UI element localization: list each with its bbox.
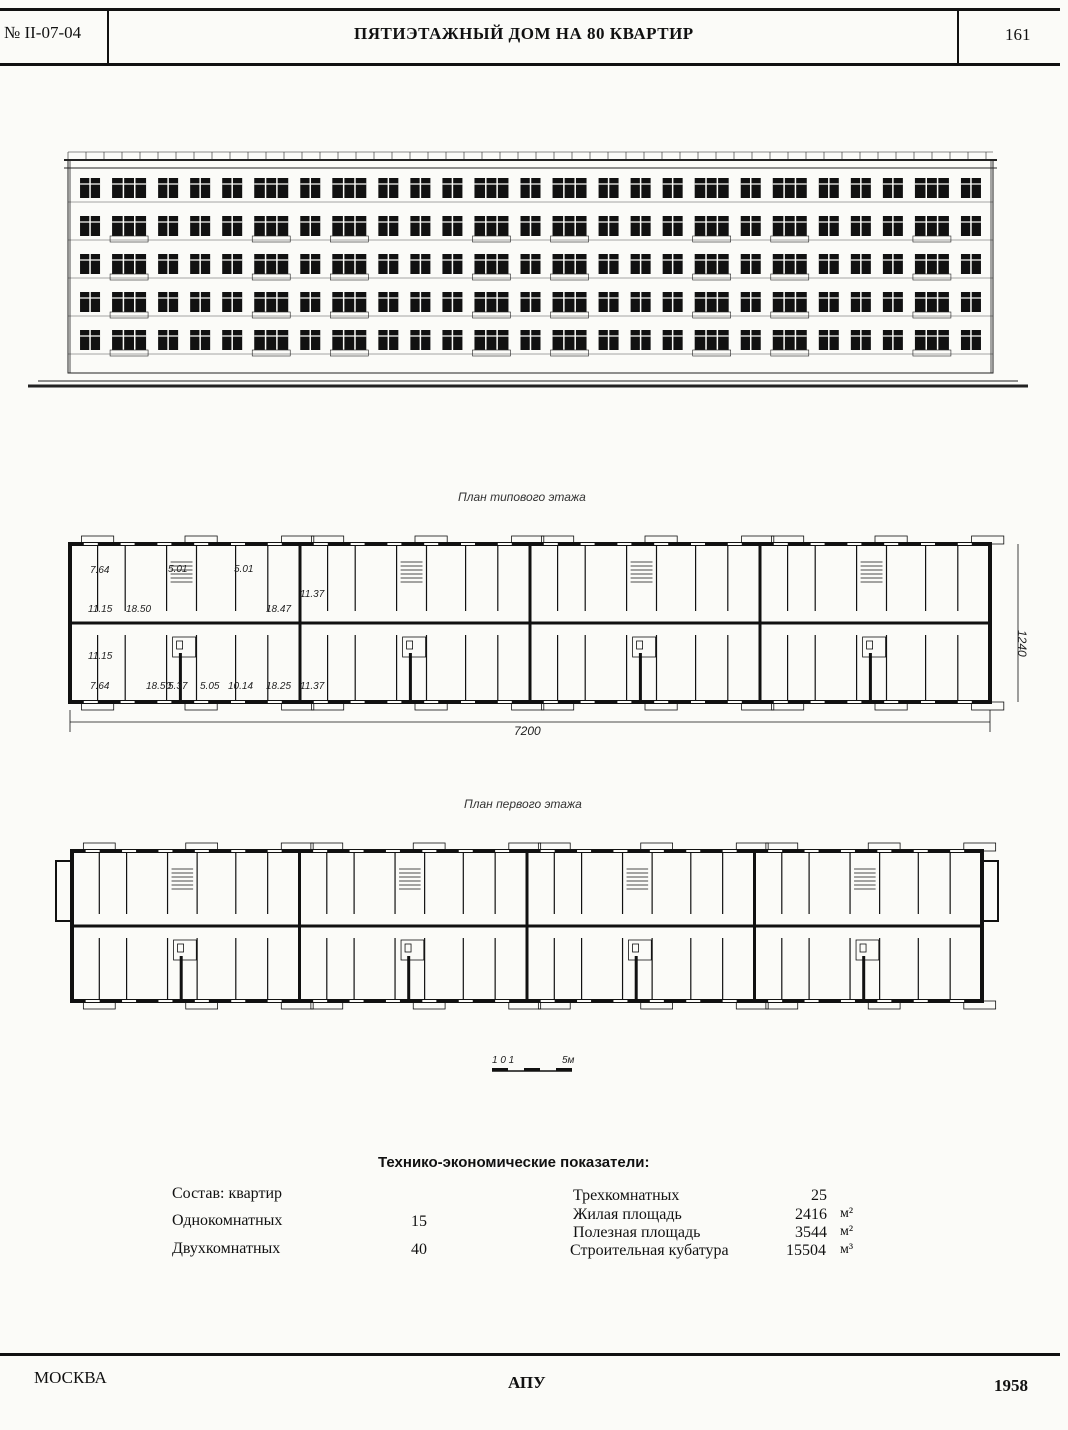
scale-label-right: 5м [562,1055,575,1066]
page-title: ПЯТИЭТАЖНЫЙ ДОМ НА 80 КВАРТИР [354,24,694,43]
area-label: 11.37 [300,589,325,600]
area-label: 7.64 [90,565,110,576]
one-room-value: 15 [411,1213,427,1230]
footer-publisher: АПУ [508,1373,546,1392]
area-label: 11.15 [88,651,113,662]
living-area-unit: м² [840,1206,854,1221]
two-room-value: 40 [411,1241,427,1258]
useful-area-value: 3544 [795,1224,827,1241]
header-divider-right [957,10,959,64]
two-room-label: Двухкомнатных [172,1240,281,1257]
footer-rule [0,1353,1060,1356]
scale-bar [488,1052,588,1078]
area-label: 18.25 [266,681,292,692]
volume-unit: м³ [840,1242,854,1257]
indicators-heading: Технико-экономические показатели: [378,1154,650,1171]
volume-label: Строительная кубатура [570,1242,729,1259]
volume-value: 15504 [786,1242,826,1259]
area-label: 18.47 [266,604,292,615]
area-label: 5.01 [234,564,254,575]
three-room-label: Трехкомнатных [573,1187,680,1204]
header-top-rule [0,8,1060,11]
dim-overall-width: 1240 [1015,630,1029,657]
area-label: 5.01 [168,564,188,575]
typical-floor-plan [56,520,1036,745]
first-floor-plan [46,835,1021,1010]
useful-area-unit: м² [840,1224,854,1239]
footer-city: МОСКВА [34,1368,107,1387]
three-room-value: 25 [811,1187,827,1204]
area-label: 7.64 [90,681,110,692]
scale-label-left: 1 0 1 [492,1055,515,1066]
footer-year: 1958 [994,1376,1028,1395]
area-label: 5.05 [200,681,220,692]
page-number: 161 [1005,25,1031,44]
area-label: 10.14 [228,681,254,692]
one-room-label: Однокомнатных [172,1212,283,1229]
header-bottom-rule [0,63,1060,66]
area-label: 18.50 [146,681,172,692]
first-floor-caption: План первого этажа [464,797,582,811]
dim-overall-length: 7200 [514,724,541,738]
area-label: 18.50 [126,604,152,615]
composition-label: Состав: квартир [172,1185,283,1202]
header-divider-left [107,10,109,64]
living-area-value: 2416 [795,1206,827,1223]
area-label: 5.37 [168,681,188,692]
useful-area-label: Полезная площадь [573,1224,701,1241]
area-label: 11.15 [88,604,113,615]
typical-floor-caption: План типового этажа [458,490,586,504]
facade-elevation [28,140,1028,390]
series-number: № II-07-04 [4,23,82,42]
living-area-label: Жилая площадь [573,1206,682,1223]
area-label: 11.37 [300,681,325,692]
